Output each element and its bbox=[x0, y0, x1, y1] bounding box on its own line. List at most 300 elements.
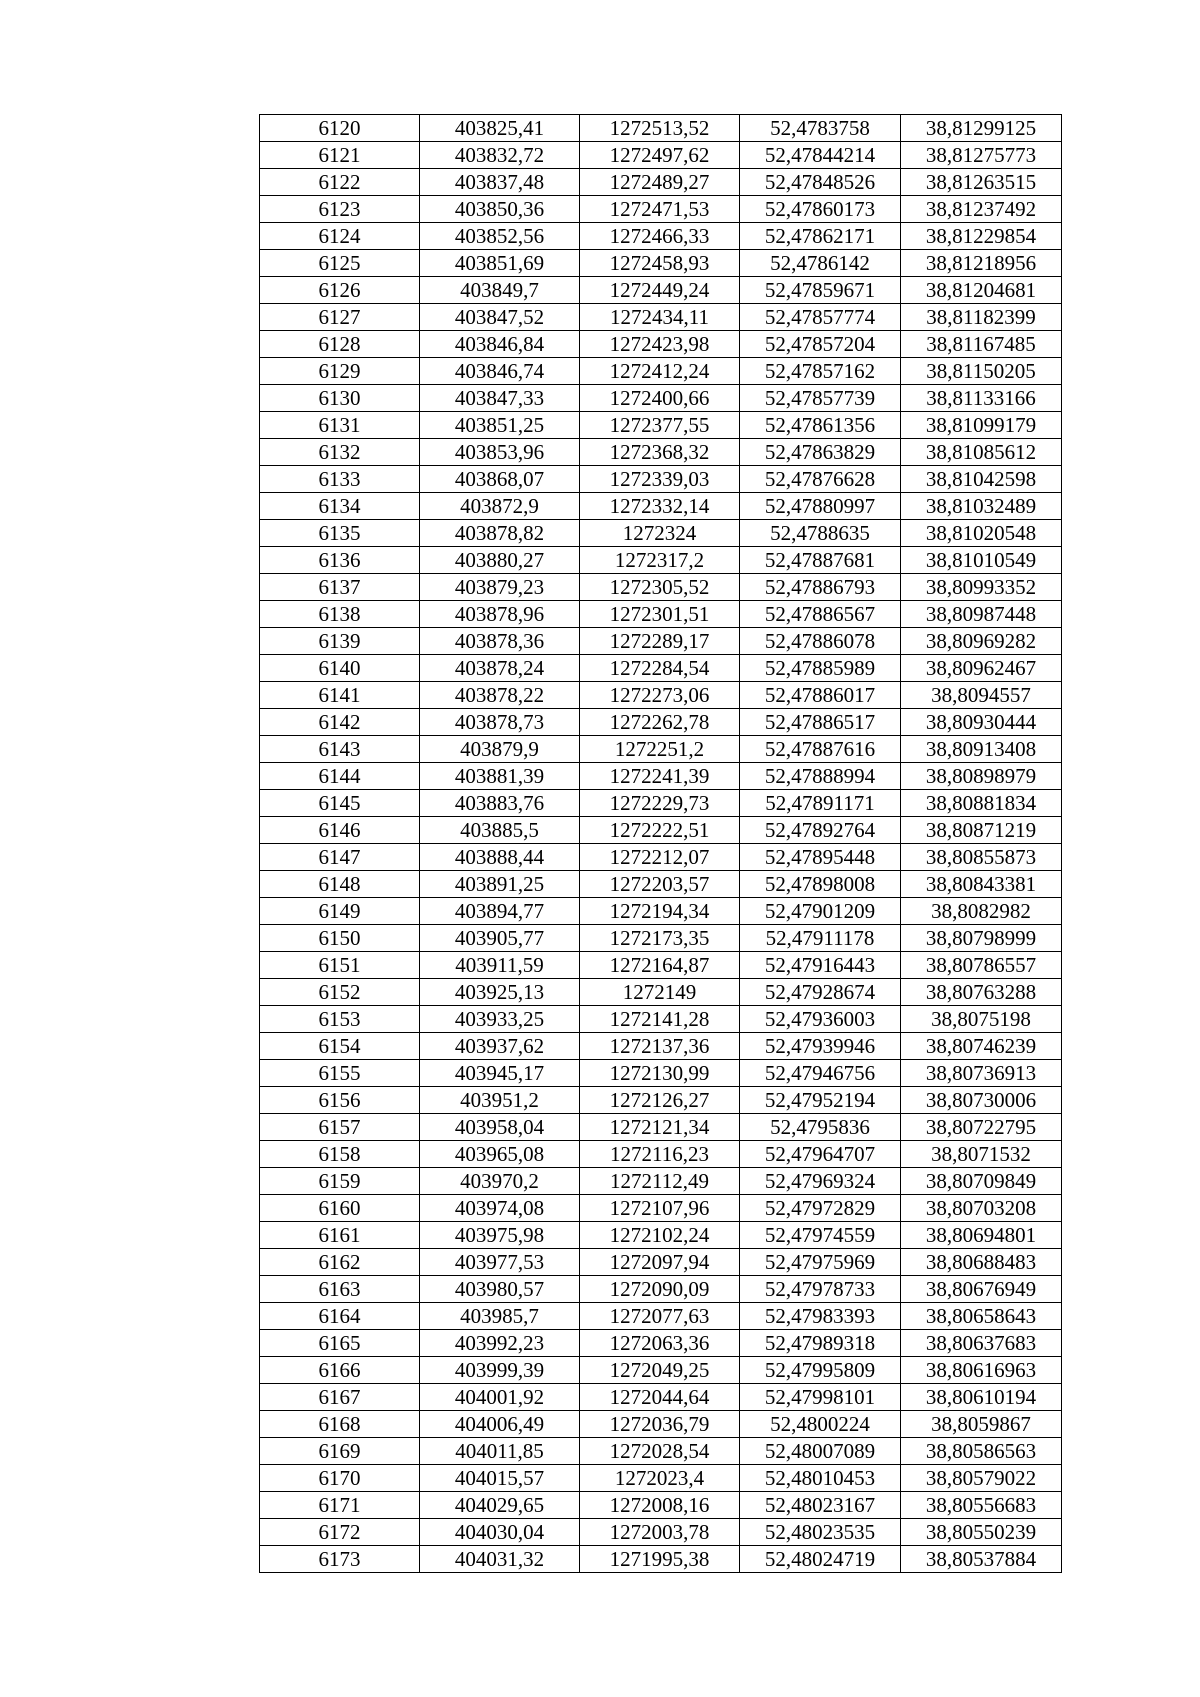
table-row bbox=[260, 1195, 1062, 1222]
point-number-cell: 6160 bbox=[260, 1195, 420, 1222]
longitude-cell: 38,80610194 bbox=[901, 1384, 1062, 1411]
longitude-cell: 38,81042598 bbox=[901, 466, 1062, 493]
latitude-cell: 52,47978733 bbox=[740, 1276, 901, 1303]
table-row bbox=[260, 439, 1062, 466]
x-coordinate-cell: 403883,76 bbox=[420, 790, 580, 817]
point-number-cell: 6127 bbox=[260, 304, 420, 331]
table-row bbox=[260, 817, 1062, 844]
longitude-cell: 38,81182399 bbox=[901, 304, 1062, 331]
latitude-cell: 52,47848526 bbox=[740, 169, 901, 196]
point-number-cell: 6161 bbox=[260, 1222, 420, 1249]
y-coordinate-cell: 1272466,33 bbox=[580, 223, 740, 250]
x-coordinate-cell: 403951,2 bbox=[420, 1087, 580, 1114]
point-number-cell: 6159 bbox=[260, 1168, 420, 1195]
latitude-cell: 52,47998101 bbox=[740, 1384, 901, 1411]
x-coordinate-cell: 403937,62 bbox=[420, 1033, 580, 1060]
longitude-cell: 38,80987448 bbox=[901, 601, 1062, 628]
table-row bbox=[260, 1276, 1062, 1303]
y-coordinate-cell: 1272317,2 bbox=[580, 547, 740, 574]
x-coordinate-cell: 404001,92 bbox=[420, 1384, 580, 1411]
longitude-cell: 38,80658643 bbox=[901, 1303, 1062, 1330]
latitude-cell: 52,47863829 bbox=[740, 439, 901, 466]
latitude-cell: 52,47857739 bbox=[740, 385, 901, 412]
x-coordinate-cell: 403878,22 bbox=[420, 682, 580, 709]
latitude-cell: 52,47862171 bbox=[740, 223, 901, 250]
x-coordinate-cell: 403880,27 bbox=[420, 547, 580, 574]
x-coordinate-cell: 404030,04 bbox=[420, 1519, 580, 1546]
y-coordinate-cell: 1272097,94 bbox=[580, 1249, 740, 1276]
longitude-cell: 38,8071532 bbox=[901, 1141, 1062, 1168]
table-row bbox=[260, 142, 1062, 169]
x-coordinate-cell: 403879,23 bbox=[420, 574, 580, 601]
table-row bbox=[260, 196, 1062, 223]
table-row bbox=[260, 1249, 1062, 1276]
point-number-cell: 6132 bbox=[260, 439, 420, 466]
latitude-cell: 52,4783758 bbox=[740, 115, 901, 142]
longitude-cell: 38,80676949 bbox=[901, 1276, 1062, 1303]
table-row bbox=[260, 1546, 1062, 1573]
table-row bbox=[260, 925, 1062, 952]
y-coordinate-cell: 1272513,52 bbox=[580, 115, 740, 142]
coordinates-table bbox=[259, 114, 1062, 1573]
latitude-cell: 52,47887681 bbox=[740, 547, 901, 574]
point-number-cell: 6141 bbox=[260, 682, 420, 709]
point-number-cell: 6126 bbox=[260, 277, 420, 304]
y-coordinate-cell: 1272458,93 bbox=[580, 250, 740, 277]
longitude-cell: 38,81020548 bbox=[901, 520, 1062, 547]
longitude-cell: 38,80550239 bbox=[901, 1519, 1062, 1546]
longitude-cell: 38,80913408 bbox=[901, 736, 1062, 763]
point-number-cell: 6149 bbox=[260, 898, 420, 925]
y-coordinate-cell: 1272126,27 bbox=[580, 1087, 740, 1114]
latitude-cell: 52,4788635 bbox=[740, 520, 901, 547]
longitude-cell: 38,81218956 bbox=[901, 250, 1062, 277]
point-number-cell: 6143 bbox=[260, 736, 420, 763]
latitude-cell: 52,48024719 bbox=[740, 1546, 901, 1573]
x-coordinate-cell: 403958,04 bbox=[420, 1114, 580, 1141]
latitude-cell: 52,48010453 bbox=[740, 1465, 901, 1492]
table-row bbox=[260, 1519, 1062, 1546]
point-number-cell: 6168 bbox=[260, 1411, 420, 1438]
longitude-cell: 38,80798999 bbox=[901, 925, 1062, 952]
point-number-cell: 6145 bbox=[260, 790, 420, 817]
x-coordinate-cell: 403879,9 bbox=[420, 736, 580, 763]
point-number-cell: 6154 bbox=[260, 1033, 420, 1060]
longitude-cell: 38,81032489 bbox=[901, 493, 1062, 520]
longitude-cell: 38,80586563 bbox=[901, 1438, 1062, 1465]
x-coordinate-cell: 403977,53 bbox=[420, 1249, 580, 1276]
y-coordinate-cell: 1272173,35 bbox=[580, 925, 740, 952]
table-row bbox=[260, 1222, 1062, 1249]
latitude-cell: 52,47886517 bbox=[740, 709, 901, 736]
table-row bbox=[260, 952, 1062, 979]
x-coordinate-cell: 404029,65 bbox=[420, 1492, 580, 1519]
y-coordinate-cell: 1272229,73 bbox=[580, 790, 740, 817]
x-coordinate-cell: 403878,82 bbox=[420, 520, 580, 547]
latitude-cell: 52,47939946 bbox=[740, 1033, 901, 1060]
x-coordinate-cell: 403878,36 bbox=[420, 628, 580, 655]
table-row bbox=[260, 304, 1062, 331]
longitude-cell: 38,81237492 bbox=[901, 196, 1062, 223]
y-coordinate-cell: 1272130,99 bbox=[580, 1060, 740, 1087]
x-coordinate-cell: 404015,57 bbox=[420, 1465, 580, 1492]
point-number-cell: 6150 bbox=[260, 925, 420, 952]
table-row bbox=[260, 682, 1062, 709]
table-row bbox=[260, 331, 1062, 358]
table-row bbox=[260, 1087, 1062, 1114]
y-coordinate-cell: 1272063,36 bbox=[580, 1330, 740, 1357]
longitude-cell: 38,81133166 bbox=[901, 385, 1062, 412]
point-number-cell: 6172 bbox=[260, 1519, 420, 1546]
latitude-cell: 52,47916443 bbox=[740, 952, 901, 979]
y-coordinate-cell: 1272212,07 bbox=[580, 844, 740, 871]
latitude-cell: 52,47859671 bbox=[740, 277, 901, 304]
latitude-cell: 52,47911178 bbox=[740, 925, 901, 952]
point-number-cell: 6156 bbox=[260, 1087, 420, 1114]
table-row bbox=[260, 1114, 1062, 1141]
x-coordinate-cell: 403925,13 bbox=[420, 979, 580, 1006]
longitude-cell: 38,80709849 bbox=[901, 1168, 1062, 1195]
latitude-cell: 52,47895448 bbox=[740, 844, 901, 871]
point-number-cell: 6122 bbox=[260, 169, 420, 196]
x-coordinate-cell: 403975,98 bbox=[420, 1222, 580, 1249]
y-coordinate-cell: 1272324 bbox=[580, 520, 740, 547]
x-coordinate-cell: 403992,23 bbox=[420, 1330, 580, 1357]
longitude-cell: 38,80556683 bbox=[901, 1492, 1062, 1519]
latitude-cell: 52,47857162 bbox=[740, 358, 901, 385]
x-coordinate-cell: 403965,08 bbox=[420, 1141, 580, 1168]
point-number-cell: 6166 bbox=[260, 1357, 420, 1384]
point-number-cell: 6148 bbox=[260, 871, 420, 898]
table-row bbox=[260, 1168, 1062, 1195]
latitude-cell: 52,47860173 bbox=[740, 196, 901, 223]
x-coordinate-cell: 403847,52 bbox=[420, 304, 580, 331]
latitude-cell: 52,4786142 bbox=[740, 250, 901, 277]
longitude-cell: 38,80871219 bbox=[901, 817, 1062, 844]
latitude-cell: 52,47901209 bbox=[740, 898, 901, 925]
longitude-cell: 38,81263515 bbox=[901, 169, 1062, 196]
longitude-cell: 38,8059867 bbox=[901, 1411, 1062, 1438]
x-coordinate-cell: 403970,2 bbox=[420, 1168, 580, 1195]
point-number-cell: 6155 bbox=[260, 1060, 420, 1087]
x-coordinate-cell: 403849,7 bbox=[420, 277, 580, 304]
y-coordinate-cell: 1272023,4 bbox=[580, 1465, 740, 1492]
table-row bbox=[260, 493, 1062, 520]
latitude-cell: 52,47891171 bbox=[740, 790, 901, 817]
longitude-cell: 38,80843381 bbox=[901, 871, 1062, 898]
x-coordinate-cell: 403846,74 bbox=[420, 358, 580, 385]
x-coordinate-cell: 403852,56 bbox=[420, 223, 580, 250]
x-coordinate-cell: 403853,96 bbox=[420, 439, 580, 466]
x-coordinate-cell: 403888,44 bbox=[420, 844, 580, 871]
y-coordinate-cell: 1272137,36 bbox=[580, 1033, 740, 1060]
point-number-cell: 6173 bbox=[260, 1546, 420, 1573]
longitude-cell: 38,81299125 bbox=[901, 115, 1062, 142]
y-coordinate-cell: 1272251,2 bbox=[580, 736, 740, 763]
latitude-cell: 52,47876628 bbox=[740, 466, 901, 493]
point-number-cell: 6162 bbox=[260, 1249, 420, 1276]
latitude-cell: 52,47995809 bbox=[740, 1357, 901, 1384]
latitude-cell: 52,47952194 bbox=[740, 1087, 901, 1114]
table-row bbox=[260, 601, 1062, 628]
latitude-cell: 52,47880997 bbox=[740, 493, 901, 520]
y-coordinate-cell: 1272222,51 bbox=[580, 817, 740, 844]
table-row bbox=[260, 1006, 1062, 1033]
table-row bbox=[260, 763, 1062, 790]
table-row bbox=[260, 358, 1062, 385]
latitude-cell: 52,47969324 bbox=[740, 1168, 901, 1195]
table-row bbox=[260, 1411, 1062, 1438]
y-coordinate-cell: 1272400,66 bbox=[580, 385, 740, 412]
x-coordinate-cell: 404006,49 bbox=[420, 1411, 580, 1438]
table-row bbox=[260, 628, 1062, 655]
table-row bbox=[260, 709, 1062, 736]
longitude-cell: 38,80962467 bbox=[901, 655, 1062, 682]
x-coordinate-cell: 403868,07 bbox=[420, 466, 580, 493]
x-coordinate-cell: 403985,7 bbox=[420, 1303, 580, 1330]
table-row bbox=[260, 574, 1062, 601]
y-coordinate-cell: 1272241,39 bbox=[580, 763, 740, 790]
latitude-cell: 52,47972829 bbox=[740, 1195, 901, 1222]
longitude-cell: 38,8094557 bbox=[901, 682, 1062, 709]
table-row bbox=[260, 1060, 1062, 1087]
coordinates-table-body bbox=[260, 115, 1062, 1573]
y-coordinate-cell: 1272049,25 bbox=[580, 1357, 740, 1384]
point-number-cell: 6136 bbox=[260, 547, 420, 574]
y-coordinate-cell: 1272339,03 bbox=[580, 466, 740, 493]
y-coordinate-cell: 1272449,24 bbox=[580, 277, 740, 304]
longitude-cell: 38,80763288 bbox=[901, 979, 1062, 1006]
table-row bbox=[260, 1492, 1062, 1519]
latitude-cell: 52,47886793 bbox=[740, 574, 901, 601]
longitude-cell: 38,80703208 bbox=[901, 1195, 1062, 1222]
table-row bbox=[260, 979, 1062, 1006]
y-coordinate-cell: 1272423,98 bbox=[580, 331, 740, 358]
y-coordinate-cell: 1272194,34 bbox=[580, 898, 740, 925]
x-coordinate-cell: 404031,32 bbox=[420, 1546, 580, 1573]
point-number-cell: 6133 bbox=[260, 466, 420, 493]
table-row bbox=[260, 898, 1062, 925]
latitude-cell: 52,47989318 bbox=[740, 1330, 901, 1357]
point-number-cell: 6144 bbox=[260, 763, 420, 790]
x-coordinate-cell: 403846,84 bbox=[420, 331, 580, 358]
x-coordinate-cell: 403980,57 bbox=[420, 1276, 580, 1303]
table-row bbox=[260, 871, 1062, 898]
table-row bbox=[260, 736, 1062, 763]
point-number-cell: 6171 bbox=[260, 1492, 420, 1519]
y-coordinate-cell: 1272077,63 bbox=[580, 1303, 740, 1330]
y-coordinate-cell: 1271995,38 bbox=[580, 1546, 740, 1573]
y-coordinate-cell: 1272149 bbox=[580, 979, 740, 1006]
y-coordinate-cell: 1272301,51 bbox=[580, 601, 740, 628]
point-number-cell: 6151 bbox=[260, 952, 420, 979]
x-coordinate-cell: 403878,96 bbox=[420, 601, 580, 628]
x-coordinate-cell: 403837,48 bbox=[420, 169, 580, 196]
table-row bbox=[260, 385, 1062, 412]
latitude-cell: 52,47886017 bbox=[740, 682, 901, 709]
point-number-cell: 6137 bbox=[260, 574, 420, 601]
x-coordinate-cell: 403974,08 bbox=[420, 1195, 580, 1222]
point-number-cell: 6139 bbox=[260, 628, 420, 655]
longitude-cell: 38,80616963 bbox=[901, 1357, 1062, 1384]
y-coordinate-cell: 1272121,34 bbox=[580, 1114, 740, 1141]
latitude-cell: 52,47964707 bbox=[740, 1141, 901, 1168]
x-coordinate-cell: 403847,33 bbox=[420, 385, 580, 412]
point-number-cell: 6165 bbox=[260, 1330, 420, 1357]
table-row bbox=[260, 169, 1062, 196]
latitude-cell: 52,47983393 bbox=[740, 1303, 901, 1330]
table-row bbox=[260, 1033, 1062, 1060]
y-coordinate-cell: 1272368,32 bbox=[580, 439, 740, 466]
y-coordinate-cell: 1272289,17 bbox=[580, 628, 740, 655]
point-number-cell: 6129 bbox=[260, 358, 420, 385]
y-coordinate-cell: 1272112,49 bbox=[580, 1168, 740, 1195]
longitude-cell: 38,81204681 bbox=[901, 277, 1062, 304]
longitude-cell: 38,80993352 bbox=[901, 574, 1062, 601]
table-row bbox=[260, 790, 1062, 817]
longitude-cell: 38,80736913 bbox=[901, 1060, 1062, 1087]
point-number-cell: 6121 bbox=[260, 142, 420, 169]
x-coordinate-cell: 403850,36 bbox=[420, 196, 580, 223]
longitude-cell: 38,80930444 bbox=[901, 709, 1062, 736]
point-number-cell: 6128 bbox=[260, 331, 420, 358]
point-number-cell: 6157 bbox=[260, 1114, 420, 1141]
longitude-cell: 38,8075198 bbox=[901, 1006, 1062, 1033]
longitude-cell: 38,80730006 bbox=[901, 1087, 1062, 1114]
table-row bbox=[260, 1141, 1062, 1168]
longitude-cell: 38,81099179 bbox=[901, 412, 1062, 439]
point-number-cell: 6170 bbox=[260, 1465, 420, 1492]
y-coordinate-cell: 1272332,14 bbox=[580, 493, 740, 520]
longitude-cell: 38,81167485 bbox=[901, 331, 1062, 358]
point-number-cell: 6142 bbox=[260, 709, 420, 736]
table-row bbox=[260, 1330, 1062, 1357]
x-coordinate-cell: 403891,25 bbox=[420, 871, 580, 898]
table-row bbox=[260, 1465, 1062, 1492]
latitude-cell: 52,47928674 bbox=[740, 979, 901, 1006]
latitude-cell: 52,47936003 bbox=[740, 1006, 901, 1033]
y-coordinate-cell: 1272028,54 bbox=[580, 1438, 740, 1465]
x-coordinate-cell: 403878,24 bbox=[420, 655, 580, 682]
longitude-cell: 38,80537884 bbox=[901, 1546, 1062, 1573]
point-number-cell: 6167 bbox=[260, 1384, 420, 1411]
latitude-cell: 52,47844214 bbox=[740, 142, 901, 169]
latitude-cell: 52,47886567 bbox=[740, 601, 901, 628]
point-number-cell: 6130 bbox=[260, 385, 420, 412]
y-coordinate-cell: 1272090,09 bbox=[580, 1276, 740, 1303]
y-coordinate-cell: 1272377,55 bbox=[580, 412, 740, 439]
table-row bbox=[260, 412, 1062, 439]
y-coordinate-cell: 1272107,96 bbox=[580, 1195, 740, 1222]
point-number-cell: 6153 bbox=[260, 1006, 420, 1033]
longitude-cell: 38,80722795 bbox=[901, 1114, 1062, 1141]
point-number-cell: 6140 bbox=[260, 655, 420, 682]
table-row bbox=[260, 277, 1062, 304]
y-coordinate-cell: 1272497,62 bbox=[580, 142, 740, 169]
table-row bbox=[260, 1303, 1062, 1330]
x-coordinate-cell: 403933,25 bbox=[420, 1006, 580, 1033]
latitude-cell: 52,48007089 bbox=[740, 1438, 901, 1465]
table-row bbox=[260, 844, 1062, 871]
latitude-cell: 52,47975969 bbox=[740, 1249, 901, 1276]
point-number-cell: 6120 bbox=[260, 115, 420, 142]
latitude-cell: 52,47857774 bbox=[740, 304, 901, 331]
longitude-cell: 38,81010549 bbox=[901, 547, 1062, 574]
table-row bbox=[260, 466, 1062, 493]
x-coordinate-cell: 403878,73 bbox=[420, 709, 580, 736]
longitude-cell: 38,80855873 bbox=[901, 844, 1062, 871]
table-row bbox=[260, 1384, 1062, 1411]
longitude-cell: 38,80881834 bbox=[901, 790, 1062, 817]
latitude-cell: 52,47861356 bbox=[740, 412, 901, 439]
point-number-cell: 6146 bbox=[260, 817, 420, 844]
x-coordinate-cell: 404011,85 bbox=[420, 1438, 580, 1465]
latitude-cell: 52,47946756 bbox=[740, 1060, 901, 1087]
x-coordinate-cell: 403894,77 bbox=[420, 898, 580, 925]
latitude-cell: 52,47886078 bbox=[740, 628, 901, 655]
point-number-cell: 6164 bbox=[260, 1303, 420, 1330]
table-row bbox=[260, 655, 1062, 682]
point-number-cell: 6135 bbox=[260, 520, 420, 547]
longitude-cell: 38,8082982 bbox=[901, 898, 1062, 925]
point-number-cell: 6124 bbox=[260, 223, 420, 250]
y-coordinate-cell: 1272044,64 bbox=[580, 1384, 740, 1411]
table-row bbox=[260, 1438, 1062, 1465]
point-number-cell: 6158 bbox=[260, 1141, 420, 1168]
latitude-cell: 52,47888994 bbox=[740, 763, 901, 790]
y-coordinate-cell: 1272262,78 bbox=[580, 709, 740, 736]
point-number-cell: 6147 bbox=[260, 844, 420, 871]
y-coordinate-cell: 1272008,16 bbox=[580, 1492, 740, 1519]
longitude-cell: 38,81150205 bbox=[901, 358, 1062, 385]
table-row bbox=[260, 223, 1062, 250]
x-coordinate-cell: 403999,39 bbox=[420, 1357, 580, 1384]
y-coordinate-cell: 1272489,27 bbox=[580, 169, 740, 196]
latitude-cell: 52,47892764 bbox=[740, 817, 901, 844]
y-coordinate-cell: 1272036,79 bbox=[580, 1411, 740, 1438]
point-number-cell: 6169 bbox=[260, 1438, 420, 1465]
y-coordinate-cell: 1272102,24 bbox=[580, 1222, 740, 1249]
point-number-cell: 6125 bbox=[260, 250, 420, 277]
x-coordinate-cell: 403825,41 bbox=[420, 115, 580, 142]
table-row bbox=[260, 520, 1062, 547]
longitude-cell: 38,80969282 bbox=[901, 628, 1062, 655]
table-row bbox=[260, 250, 1062, 277]
latitude-cell: 52,47974559 bbox=[740, 1222, 901, 1249]
latitude-cell: 52,47898008 bbox=[740, 871, 901, 898]
x-coordinate-cell: 403872,9 bbox=[420, 493, 580, 520]
y-coordinate-cell: 1272164,87 bbox=[580, 952, 740, 979]
latitude-cell: 52,48023535 bbox=[740, 1519, 901, 1546]
y-coordinate-cell: 1272116,23 bbox=[580, 1141, 740, 1168]
longitude-cell: 38,81085612 bbox=[901, 439, 1062, 466]
longitude-cell: 38,81229854 bbox=[901, 223, 1062, 250]
point-number-cell: 6163 bbox=[260, 1276, 420, 1303]
latitude-cell: 52,47857204 bbox=[740, 331, 901, 358]
latitude-cell: 52,48023167 bbox=[740, 1492, 901, 1519]
y-coordinate-cell: 1272284,54 bbox=[580, 655, 740, 682]
point-number-cell: 6131 bbox=[260, 412, 420, 439]
latitude-cell: 52,4795836 bbox=[740, 1114, 901, 1141]
longitude-cell: 38,80786557 bbox=[901, 952, 1062, 979]
y-coordinate-cell: 1272471,53 bbox=[580, 196, 740, 223]
y-coordinate-cell: 1272203,57 bbox=[580, 871, 740, 898]
x-coordinate-cell: 403911,59 bbox=[420, 952, 580, 979]
longitude-cell: 38,80579022 bbox=[901, 1465, 1062, 1492]
point-number-cell: 6134 bbox=[260, 493, 420, 520]
table-row bbox=[260, 547, 1062, 574]
x-coordinate-cell: 403945,17 bbox=[420, 1060, 580, 1087]
